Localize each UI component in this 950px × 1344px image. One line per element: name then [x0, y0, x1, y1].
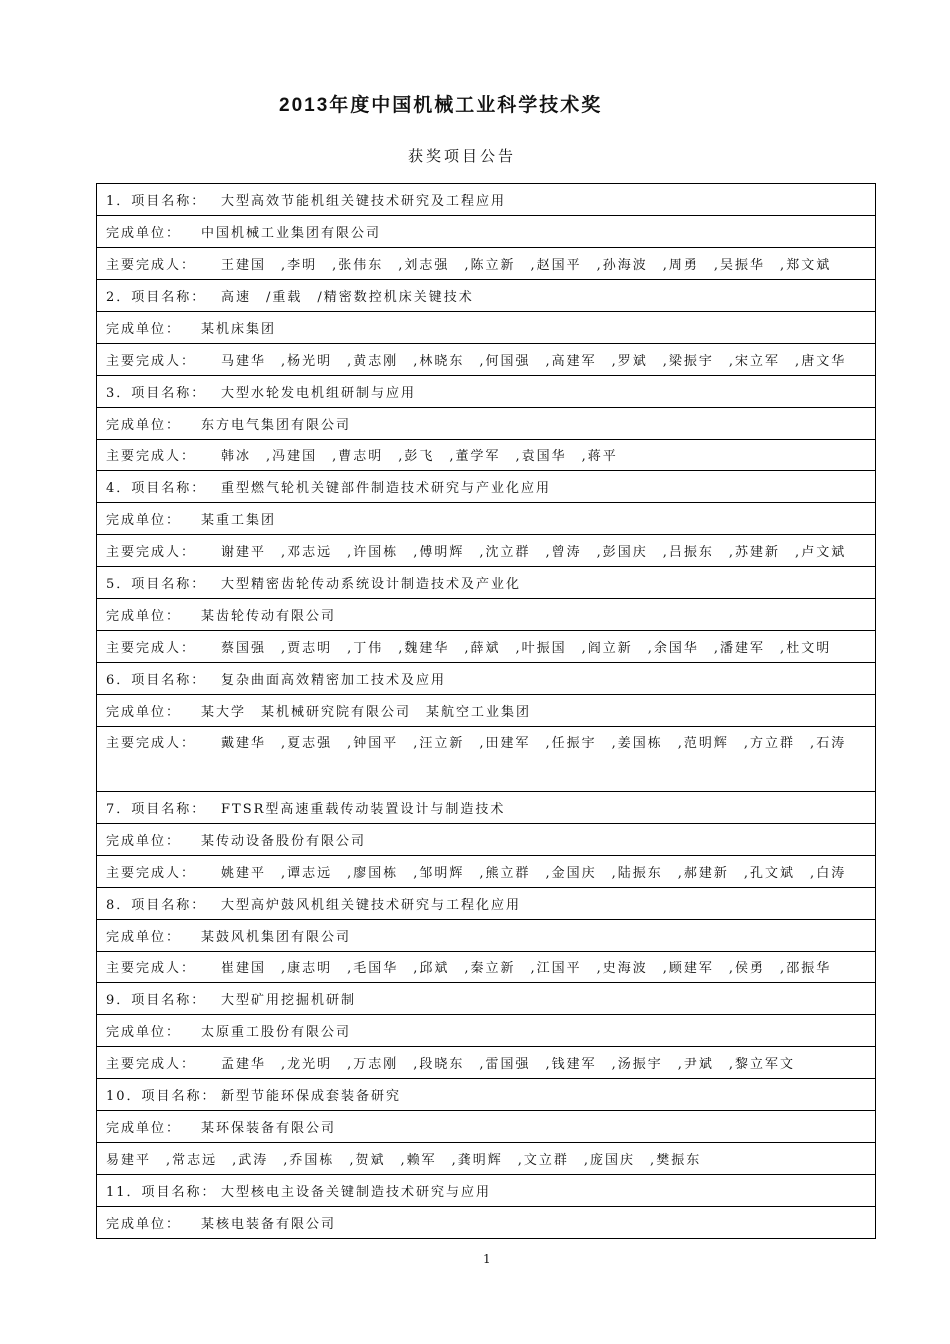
row-label: 完成单位： — [106, 417, 182, 433]
row-value: 重型燃气轮机关键部件制造技术研究与产业化应用 — [221, 481, 552, 497]
table-row-project — [97, 983, 875, 1015]
row-label: 完成单位： — [106, 321, 182, 337]
row-label: 完成单位： — [106, 225, 182, 241]
table-row-unit — [97, 1111, 875, 1143]
row-value: 马建华 ,杨光明 ,黄志刚 ,林晓东 ,何国强 ,高建军 ,罗斌 ,梁振宇 ,宋立军 ,唐文华 — [221, 353, 847, 369]
row-label: 11．项目名称： — [106, 1185, 217, 1201]
table-row-project — [97, 792, 875, 824]
row-value: 某大学 某机械研究院有限公司 某航空工业集团 — [201, 704, 532, 720]
row-label: 完成单位： — [106, 704, 182, 720]
row-value: 孟建华 ,龙光明 ,万志刚 ,段晓东 ,雷国强 ,钱建军 ,汤振宇 ,尹斌 ,黎立军文 — [221, 1057, 796, 1073]
row-label: 完成单位： — [106, 833, 182, 849]
table-row-project — [97, 1175, 875, 1207]
row-value: 复杂曲面高效精密加工技术及应用 — [221, 673, 447, 689]
row-label: 主要完成人： — [106, 1057, 197, 1073]
table-row-unit — [97, 1207, 875, 1238]
row-value: 某鼓风机集团有限公司 — [201, 929, 352, 945]
row-label: 完成单位： — [106, 1216, 182, 1232]
table-row-people — [97, 952, 875, 984]
table-row-people-plain — [97, 1143, 875, 1175]
row-label: 5．项目名称： — [106, 577, 207, 593]
table-row-unit — [97, 312, 875, 344]
row-value: 戴建华 ,夏志强 ,钟国平 ,汪立新 ,田建军 ,任振宇 ,姜国栋 ,范明辉 ,方立群 ,石涛 — [221, 735, 847, 751]
row-value: 大型水轮发电机组研制与应用 — [221, 385, 417, 401]
row-value: 大型高炉鼓风机组关键技术研究与工程化应用 — [221, 897, 522, 913]
row-label: 4．项目名称： — [106, 481, 207, 497]
table-row-project — [97, 888, 875, 920]
table-row-people — [97, 1047, 875, 1079]
row-value: 某齿轮传动有限公司 — [201, 609, 337, 625]
table-row-unit — [97, 599, 875, 631]
row-label: 完成单位： — [106, 609, 182, 625]
row-label: 8．项目名称： — [106, 897, 207, 913]
row-value: 某传动设备股份有限公司 — [201, 833, 367, 849]
table-row-people — [97, 535, 875, 567]
row-value: 易建平 ,常志远 ,武涛 ,乔国栋 ,贺斌 ,赖军 ,龚明辉 ,文立群 ,庞国庆 ,樊振东 — [106, 1153, 702, 1169]
table-row-unit — [97, 920, 875, 952]
row-value: 大型精密齿轮传动系统设计制造技术及产业化 — [221, 577, 522, 593]
table-row-unit — [97, 695, 875, 727]
row-label: 1．项目名称： — [106, 193, 207, 209]
row-value: 蔡国强 ,贾志明 ,丁伟 ,魏建华 ,薛斌 ,叶振国 ,阎立新 ,余国华 ,潘建军 ,杜文明 — [221, 641, 832, 657]
table-row-unit — [97, 216, 875, 248]
row-label: 主要完成人： — [106, 353, 197, 369]
row-value: 姚建平 ,谭志远 ,廖国栋 ,邹明辉 ,熊立群 ,金国庆 ,陆振东 ,郝建新 ,孔文斌 ,白涛 — [221, 865, 847, 881]
table-row-people — [97, 856, 875, 888]
table-row-project — [97, 280, 875, 312]
row-label: 主要完成人： — [106, 641, 197, 657]
table-row-people — [97, 344, 875, 376]
row-value: 某环保装备有限公司 — [201, 1121, 337, 1137]
table-row-project — [97, 376, 875, 408]
table-row-project — [97, 567, 875, 599]
row-value: 某机床集团 — [201, 321, 277, 337]
table-row-project — [97, 184, 875, 216]
row-value: 东方电气集团有限公司 — [201, 417, 352, 433]
row-value: 韩冰 ,冯建国 ,曹志明 ,彭飞 ,董学军 ,袁国华 ,蒋平 — [221, 449, 618, 465]
row-label: 10．项目名称： — [106, 1089, 217, 1105]
row-label: 完成单位： — [106, 513, 182, 529]
row-label: 完成单位： — [106, 929, 182, 945]
table-row-unit — [97, 408, 875, 440]
row-value: 王建国 ,李明 ,张伟东 ,刘志强 ,陈立新 ,赵国平 ,孙海波 ,周勇 ,吴振华 ,郑文斌 — [221, 257, 832, 273]
row-label: 主要完成人： — [106, 449, 197, 465]
table-row-project — [97, 471, 875, 503]
award-table — [96, 183, 876, 1239]
page-subtitle: 获奖项目公告 — [408, 147, 517, 165]
row-value: 某重工集团 — [201, 513, 277, 529]
row-label: 主要完成人： — [106, 735, 197, 751]
row-value: 崔建国 ,康志明 ,毛国华 ,邱斌 ,秦立新 ,江国平 ,史海波 ,顾建军 ,侯勇 ,邵振华 — [221, 961, 832, 977]
row-value: 高速 /重载 /精密数控机床关键技术 — [221, 289, 474, 305]
row-label: 主要完成人： — [106, 865, 197, 881]
row-label: 主要完成人： — [106, 257, 197, 273]
row-label: 主要完成人： — [106, 545, 197, 561]
table-row-people — [97, 631, 875, 663]
row-value: 大型核电主设备关键制造技术研究与应用 — [221, 1185, 492, 1201]
row-value: 中国机械工业集团有限公司 — [201, 225, 382, 241]
table-row-people-tall — [97, 727, 875, 792]
row-value: 谢建平 ,邓志远 ,许国栋 ,傅明辉 ,沈立群 ,曾涛 ,彭国庆 ,吕振东 ,苏建新 ,卢文斌 — [221, 545, 847, 561]
row-label: 2．项目名称： — [106, 289, 207, 305]
row-label: 主要完成人： — [106, 961, 197, 977]
row-label: 完成单位： — [106, 1121, 182, 1137]
row-value: FTSR型高速重载传动装置设计与制造技术 — [221, 801, 506, 817]
table-row-unit — [97, 824, 875, 856]
row-label: 7．项目名称： — [106, 801, 207, 817]
table-row-unit — [97, 503, 875, 535]
table-row-people — [97, 440, 875, 472]
row-value: 太原重工股份有限公司 — [201, 1025, 352, 1041]
table-row-project — [97, 1079, 875, 1111]
table-row-unit — [97, 1015, 875, 1047]
row-value: 新型节能环保成套装备研究 — [221, 1089, 402, 1105]
table-row-project — [97, 663, 875, 695]
table-row-people — [97, 248, 875, 280]
row-label: 3．项目名称： — [106, 385, 207, 401]
row-label: 完成单位： — [106, 1025, 182, 1041]
page-title: 2013年度中国机械工业科学技术奖 — [279, 95, 603, 116]
page-number: 1 — [483, 1252, 491, 1266]
row-value: 大型高效节能机组关键技术研究及工程应用 — [221, 193, 507, 209]
row-label: 6．项目名称： — [106, 673, 207, 689]
row-value: 大型矿用挖掘机研制 — [221, 993, 357, 1009]
row-value: 某核电装备有限公司 — [201, 1216, 337, 1232]
row-label: 9．项目名称： — [106, 993, 207, 1009]
